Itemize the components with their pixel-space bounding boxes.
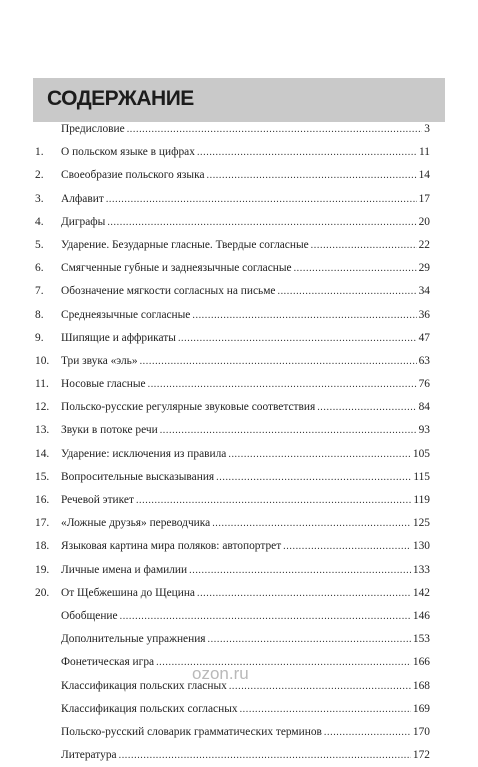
toc-dot-leader: [106, 188, 417, 211]
toc-entry-line: [61, 234, 430, 257]
toc-dot-leader: [208, 628, 411, 651]
toc-entry-title: Дополнительные упражнения: [61, 633, 206, 646]
toc-entry-number: 18.: [35, 540, 50, 553]
toc-entry: [33, 744, 430, 767]
toc-entry-title: Классификация польских согласных: [61, 702, 238, 715]
toc-entry: [33, 257, 430, 280]
toc-entry-line: [61, 141, 430, 164]
toc-entry-number: 3.: [35, 192, 44, 205]
toc-dot-leader: [148, 373, 417, 396]
toc-entry-page: 125: [412, 517, 430, 530]
toc-entry-line: [61, 304, 430, 327]
toc-entry-line: [61, 280, 430, 303]
toc-entry-title: Фонетическая игра: [61, 656, 155, 669]
toc-entry-number: 17.: [35, 517, 50, 530]
toc-entry-page: 3: [424, 123, 430, 135]
toc-entry-page: 115: [413, 470, 430, 483]
toc-entry-number: 13.: [35, 424, 50, 437]
toc-dot-leader: [136, 489, 411, 512]
toc-entry-page: 172: [412, 749, 430, 762]
toc-dot-leader: [107, 211, 416, 234]
toc-dot-leader: [160, 419, 417, 442]
toc-entry-line: [61, 419, 430, 442]
toc-entry-number: 5.: [35, 238, 44, 251]
toc-entry-line: [61, 164, 430, 187]
toc-entry-number: 15.: [35, 470, 50, 483]
toc-entry-title: Три звука «эль»: [61, 354, 138, 367]
toc-entry-line: [61, 118, 430, 141]
toc-entry-page: 34: [418, 285, 430, 298]
toc-entry-line: [61, 257, 430, 280]
toc-entry: [33, 466, 430, 489]
toc-entry-number: 7.: [35, 285, 44, 298]
toc-dot-leader: [311, 234, 417, 257]
toc-entry-line: [61, 628, 430, 651]
toc-entry-title: От Щебжешина до Щецина: [61, 586, 195, 599]
toc-entry-title: Диграфы: [61, 215, 106, 228]
toc-entry-page: 17: [418, 192, 430, 205]
toc-entry-page: 153: [412, 633, 430, 646]
toc-entry-page: 133: [412, 563, 430, 576]
toc-entry-page: 63: [418, 354, 430, 367]
toc-entry-title: Классификация польских гласных: [61, 679, 227, 692]
toc-entry-page: 105: [412, 447, 430, 460]
toc-entry-page: 130: [412, 540, 430, 553]
toc-dot-leader: [127, 118, 423, 141]
toc-entry-page: 168: [412, 679, 430, 692]
toc-entry-number: 19.: [35, 563, 50, 576]
toc-entry-line: [61, 605, 430, 628]
toc-entry-title: Ударение: исключения из правила: [61, 447, 227, 460]
toc-entry-page: 14: [418, 169, 430, 182]
toc-entry-page: 142: [412, 586, 430, 599]
toc-entry-number: 14.: [35, 447, 50, 460]
toc-entry-line: [61, 373, 430, 396]
toc-entry-line: [61, 327, 430, 350]
toc-dot-leader: [294, 257, 417, 280]
toc-entry-line: [61, 698, 430, 721]
toc-dot-leader: [229, 675, 411, 698]
toc-entry-title: Обозначение мягкости согласных на письме: [61, 285, 276, 298]
toc-entry-line: [61, 512, 430, 535]
toc-entry-number: 12.: [35, 401, 50, 414]
toc-dot-leader: [228, 443, 411, 466]
toc-entry-line: [61, 535, 430, 558]
toc-entry-page: 169: [412, 702, 430, 715]
toc-entry-line: [61, 744, 430, 767]
toc-dot-leader: [212, 512, 411, 535]
toc-entry: [33, 512, 430, 535]
toc-entry-page: 76: [418, 378, 430, 391]
toc-entry-title: О польском языке в цифрах: [61, 146, 195, 159]
toc-entry-title: Предисловие: [61, 123, 125, 135]
toc-entry: [33, 118, 430, 141]
toc-entry-number: 4.: [35, 215, 44, 228]
toc-entry-page: 93: [418, 424, 430, 437]
toc-entry: [33, 721, 430, 744]
toc-entry: [33, 211, 430, 234]
toc-entry-page: 29: [418, 262, 430, 275]
toc-entry-number: 9.: [35, 331, 44, 344]
toc-entry-number: 2.: [35, 169, 44, 182]
toc-entry-page: 47: [418, 331, 430, 344]
toc-entry-number: 8.: [35, 308, 44, 321]
toc-entry-title: Вопросительные высказывания: [61, 470, 215, 483]
toc-entry-page: 166: [412, 656, 430, 669]
toc-entry-title: Обобщение: [61, 609, 118, 622]
toc-entry: [33, 419, 430, 442]
toc-dot-leader: [216, 466, 411, 489]
toc-entry-title: Смягченные губные и заднеязычные согласные: [61, 262, 292, 275]
toc-entry-number: 11.: [35, 378, 49, 391]
toc-entry: [33, 535, 430, 558]
toc-entry-page: 20: [418, 215, 430, 228]
toc-entry: [33, 628, 430, 651]
toc-entry-page: 36: [418, 308, 430, 321]
toc-entry-page: 22: [418, 238, 430, 251]
toc-entry: [33, 141, 430, 164]
toc-entry-title: Среднеязычные согласные: [61, 308, 191, 321]
toc-dot-leader: [119, 744, 411, 767]
toc-dot-leader: [317, 396, 416, 419]
toc-entry-page: 84: [418, 401, 430, 414]
toc-entry-line: [61, 396, 430, 419]
toc-entry: [33, 559, 430, 582]
toc-entry-line: [61, 721, 430, 744]
toc-entry-title: Речевой этикет: [61, 494, 134, 506]
toc-dot-leader: [207, 164, 417, 187]
toc-dot-leader: [324, 721, 411, 744]
toc-entry: [33, 698, 430, 721]
toc-entry-line: [61, 443, 430, 466]
toc-entry-number: 20.: [35, 586, 50, 599]
toc-entry-page: 170: [412, 725, 430, 738]
toc-entry: [33, 396, 430, 419]
toc-entry-title: Шипящие и аффрикаты: [61, 331, 176, 344]
toc-entry-line: [61, 466, 430, 489]
toc-entry: [33, 489, 430, 512]
toc-dot-leader: [240, 698, 411, 721]
toc-entry-title: Личные имена и фамилии: [61, 563, 188, 576]
toc-entry-title: Алфавит: [61, 192, 104, 205]
toc-entry-line: [61, 489, 430, 512]
toc-entry-title: Звуки в потоке речи: [61, 424, 158, 437]
toc-entry-page: 119: [413, 494, 430, 506]
toc-entry-title: Польско-русские регулярные звуковые соответствия: [61, 401, 316, 414]
toc-entry-page: 11: [419, 146, 430, 159]
toc-entry-number: 6.: [35, 262, 44, 275]
toc-entry-line: [61, 559, 430, 582]
toc-entry: [33, 605, 430, 628]
ozon-watermark: ozon.ru: [192, 664, 249, 683]
toc-entry: [33, 350, 430, 373]
toc-dot-leader: [189, 559, 411, 582]
toc-entry-title: Носовые гласные: [61, 378, 146, 391]
toc-dot-leader: [178, 327, 417, 350]
toc-entry: [33, 234, 430, 257]
toc-dot-leader: [197, 141, 417, 164]
toc-entry-line: [61, 211, 430, 234]
toc-entry-number: 16.: [35, 494, 50, 506]
toc-entry: [33, 164, 430, 187]
toc-entry: [33, 304, 430, 327]
toc-dot-leader: [192, 304, 416, 327]
toc-entry: [33, 373, 430, 396]
toc-entry-line: [61, 188, 430, 211]
toc-entry-title: Польско-русский словарик грамматических терминов: [61, 725, 322, 738]
toc-entry-title: «Ложные друзья» переводчика: [61, 517, 211, 530]
toc-entry-title: Своеобразие польского языка: [61, 169, 205, 182]
toc-entry-title: Литература: [61, 749, 117, 762]
contents-header: [33, 78, 445, 122]
toc-dot-leader: [283, 535, 411, 558]
toc-entry-title: Языковая картина мира поляков: автопортрет: [61, 540, 282, 553]
toc-entry-line: [61, 350, 430, 373]
toc-dot-leader: [140, 350, 417, 373]
toc-entry: [33, 188, 430, 211]
toc-entry-title: Ударение. Безударные гласные. Твердые согласные: [61, 238, 309, 251]
toc-entry-number: 1.: [35, 146, 44, 159]
toc-entry: [33, 280, 430, 303]
toc-entry-number: 10.: [35, 354, 50, 367]
toc-entry-page: 146: [412, 609, 430, 622]
toc-dot-leader: [120, 605, 411, 628]
toc-dot-leader: [197, 582, 411, 605]
toc-entry: [33, 327, 430, 350]
contents-title: СОДЕРЖАНИЕ: [47, 87, 194, 110]
toc-entry-line: [61, 582, 430, 605]
toc-entry: [33, 443, 430, 466]
toc-dot-leader: [277, 280, 416, 303]
toc-entry: [33, 582, 430, 605]
